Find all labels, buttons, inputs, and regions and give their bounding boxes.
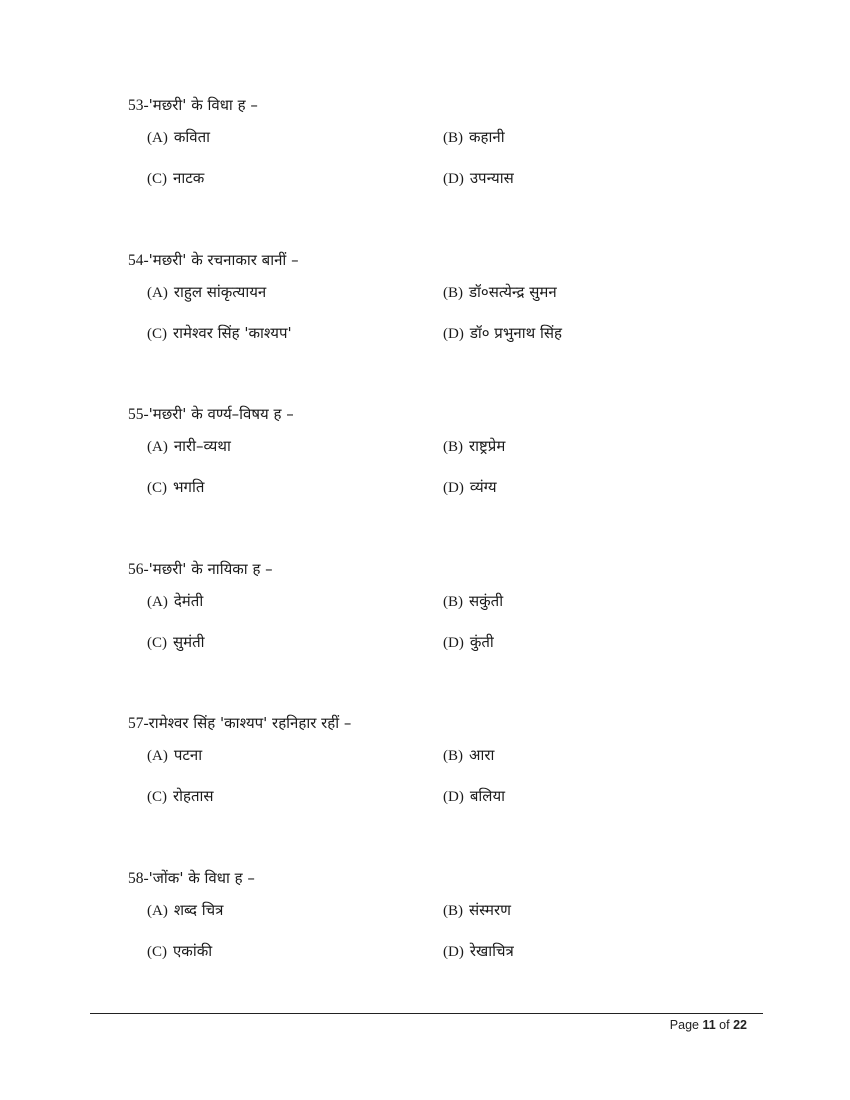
question-text: 'मछरी' के विधा ह – [148, 96, 258, 114]
current-page: 11 [702, 1018, 716, 1032]
option-text: शब्द चित्र [173, 901, 224, 919]
question-58 [0, 868, 850, 978]
option-a [147, 436, 231, 457]
option-b [443, 127, 505, 148]
option-b [443, 900, 511, 921]
option-text: पटना [173, 746, 203, 764]
option-text: सुमंती [173, 633, 205, 651]
option-d [443, 323, 562, 344]
option-key: (D) [443, 480, 464, 496]
footer-divider [90, 1013, 763, 1014]
option-a [147, 591, 203, 612]
question-stem [128, 713, 351, 734]
question-stem [128, 250, 299, 271]
option-c [147, 477, 204, 498]
option-b [443, 591, 503, 612]
question-text: 'जोंक' के विधा ह – [148, 869, 255, 887]
option-key: (B) [443, 439, 463, 455]
option-text: व्यंग्य [469, 478, 497, 496]
option-key: (C) [147, 480, 167, 496]
question-53 [0, 95, 850, 205]
option-key: (D) [443, 635, 464, 651]
option-d [443, 632, 494, 653]
option-key: (D) [443, 326, 464, 342]
option-key: (B) [443, 748, 463, 764]
question-number: 53- [128, 97, 149, 114]
option-key: (A) [147, 594, 168, 610]
option-text: राहुल सांकृत्यायन [173, 283, 267, 301]
option-text: बलिया [469, 787, 506, 805]
option-text: भगति [173, 478, 205, 496]
option-key: (B) [443, 594, 463, 610]
option-text: संस्मरण [469, 901, 511, 919]
option-key: (C) [147, 171, 167, 187]
option-text: रामेश्वर सिंह 'काश्यप' [173, 324, 292, 342]
question-56 [0, 559, 850, 669]
option-text: उपन्यास [469, 169, 514, 187]
option-d [443, 941, 514, 962]
question-stem [128, 559, 273, 580]
question-number: 58- [128, 870, 149, 887]
option-b [443, 436, 505, 457]
page-label: Page [669, 1018, 699, 1032]
question-stem [128, 868, 255, 889]
option-text: एकांकी [173, 942, 213, 960]
option-text: नारी–व्यथा [173, 437, 231, 455]
option-key: (C) [147, 326, 167, 342]
question-55 [0, 404, 850, 514]
page-number-footer [670, 1018, 747, 1032]
option-a [147, 127, 210, 148]
option-key: (C) [147, 635, 167, 651]
option-key: (C) [147, 944, 167, 960]
option-a [147, 745, 202, 766]
option-c [147, 941, 212, 962]
option-b [443, 282, 557, 303]
option-key: (A) [147, 439, 168, 455]
option-key: (A) [147, 903, 168, 919]
question-number: 54- [128, 252, 149, 269]
option-d [443, 168, 514, 189]
option-b [443, 745, 494, 766]
option-text: रेखाचित्र [469, 942, 514, 960]
option-key: (C) [147, 789, 167, 805]
option-text: कुंती [469, 633, 494, 651]
option-key: (B) [443, 903, 463, 919]
option-key: (B) [443, 130, 463, 146]
option-key: (D) [443, 789, 464, 805]
question-stem [128, 404, 294, 425]
option-d [443, 477, 497, 498]
question-text: 'मछरी' के रचनाकार बानीं – [148, 251, 299, 269]
question-number: 56- [128, 561, 149, 578]
option-key: (B) [443, 285, 463, 301]
option-text: राष्ट्रप्रेम [469, 437, 506, 455]
option-key: (A) [147, 130, 168, 146]
option-text: रोहतास [173, 787, 214, 805]
option-text: डॉ० प्रभुनाथ सिंह [469, 324, 562, 342]
page-of-label: of [719, 1018, 730, 1032]
question-number: 55- [128, 406, 149, 423]
option-key: (D) [443, 944, 464, 960]
question-text: रामेश्वर सिंह 'काश्यप' रहनिहार रहीं – [148, 714, 352, 732]
option-text: देमंती [173, 592, 204, 610]
option-a [147, 900, 223, 921]
question-number: 57- [128, 715, 149, 732]
option-key: (D) [443, 171, 464, 187]
option-text: सकुंती [469, 592, 504, 610]
option-c [147, 168, 204, 189]
option-c [147, 323, 292, 344]
option-c [147, 786, 214, 807]
option-d [443, 786, 505, 807]
option-c [147, 632, 205, 653]
question-54 [0, 250, 850, 360]
option-text: आरा [469, 746, 495, 764]
option-a [147, 282, 266, 303]
option-key: (A) [147, 285, 168, 301]
option-text: कविता [173, 128, 211, 146]
option-text: कहानी [469, 128, 505, 146]
question-stem [128, 95, 258, 116]
question-57 [0, 713, 850, 823]
question-text: 'मछरी' के वर्ण्य–विषय ह – [148, 405, 294, 423]
option-text: डॉ०सत्येन्द्र सुमन [469, 283, 557, 301]
option-text: नाटक [173, 169, 205, 187]
total-pages: 22 [733, 1018, 747, 1032]
question-text: 'मछरी' के नायिका ह – [148, 560, 273, 578]
option-key: (A) [147, 748, 168, 764]
